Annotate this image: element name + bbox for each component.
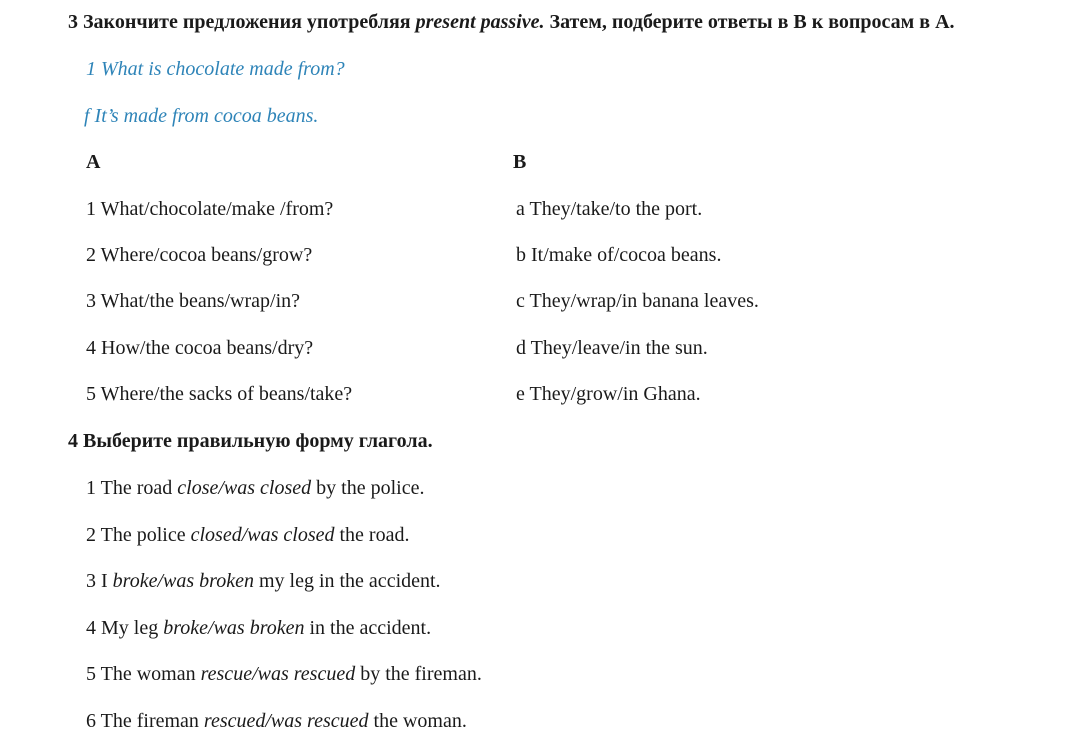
column-b-item: e They/grow/in Ghana. [516, 383, 701, 405]
column-a-header: A [86, 151, 101, 173]
example-answer: f It’s made from cocoa beans. [84, 105, 319, 127]
item-text: by the police. [311, 477, 425, 499]
exercise-4-item [86, 662, 482, 686]
column-a-item: 2 Where/cocoa beans/grow? [86, 244, 313, 266]
exercise-4-item [86, 709, 467, 733]
column-a-item: 1 What/chocolate/make /from? [86, 198, 334, 220]
exercise-3-heading-post: Затем, подберите ответы в В к вопросам в А. [544, 11, 955, 33]
column-a-item: 4 How/the cocoa beans/dry? [86, 337, 314, 359]
column-b-header: B [513, 151, 527, 173]
item-text: 1 The road [86, 477, 178, 499]
column-b-item: d They/leave/in the sun. [516, 337, 708, 359]
verb-choice: closed/was closed [190, 524, 335, 546]
exercise-3-heading-italic: present passive. [415, 11, 545, 33]
exercise-4-heading: 4 Выберите правильную форму глагола. [68, 430, 433, 452]
exercise-4-item [86, 476, 424, 500]
item-text: 2 The police [86, 524, 191, 546]
item-text: in the accident. [304, 617, 432, 639]
item-text: by the fireman. [355, 663, 482, 685]
item-text: 4 My leg [86, 617, 164, 639]
column-b-item: b It/make of/cocoa beans. [516, 244, 722, 266]
item-text: 3 I [86, 570, 113, 592]
exercise-3-heading [68, 10, 955, 34]
item-text: the woman. [368, 710, 467, 732]
item-text: my leg in the accident. [253, 570, 441, 592]
column-a-item: 3 What/the beans/wrap/in? [86, 290, 301, 312]
verb-choice: rescued/was rescued [203, 710, 369, 732]
verb-choice: rescue/was rescued [200, 663, 356, 685]
item-text: 5 The woman [86, 663, 201, 685]
example-question: 1 What is chocolate made from? [86, 58, 345, 80]
column-b-item: a They/take/to the port. [516, 198, 703, 220]
exercise-4-item [86, 569, 441, 593]
verb-choice: close/was closed [177, 477, 312, 499]
exercise-4-item [86, 616, 431, 640]
column-a-item: 5 Where/the sacks of beans/take? [86, 383, 353, 405]
exercise-3-number: 3 [68, 11, 78, 33]
item-text: the road. [334, 524, 410, 546]
verb-choice: broke/was broken [163, 617, 305, 639]
column-b-item: c They/wrap/in banana leaves. [516, 290, 759, 312]
verb-choice: broke/was broken [112, 570, 254, 592]
item-text: 6 The fireman [86, 710, 204, 732]
exercise-3-heading-pre: Закончите предложения употребляя [83, 11, 416, 33]
exercise-4-item [86, 523, 409, 547]
